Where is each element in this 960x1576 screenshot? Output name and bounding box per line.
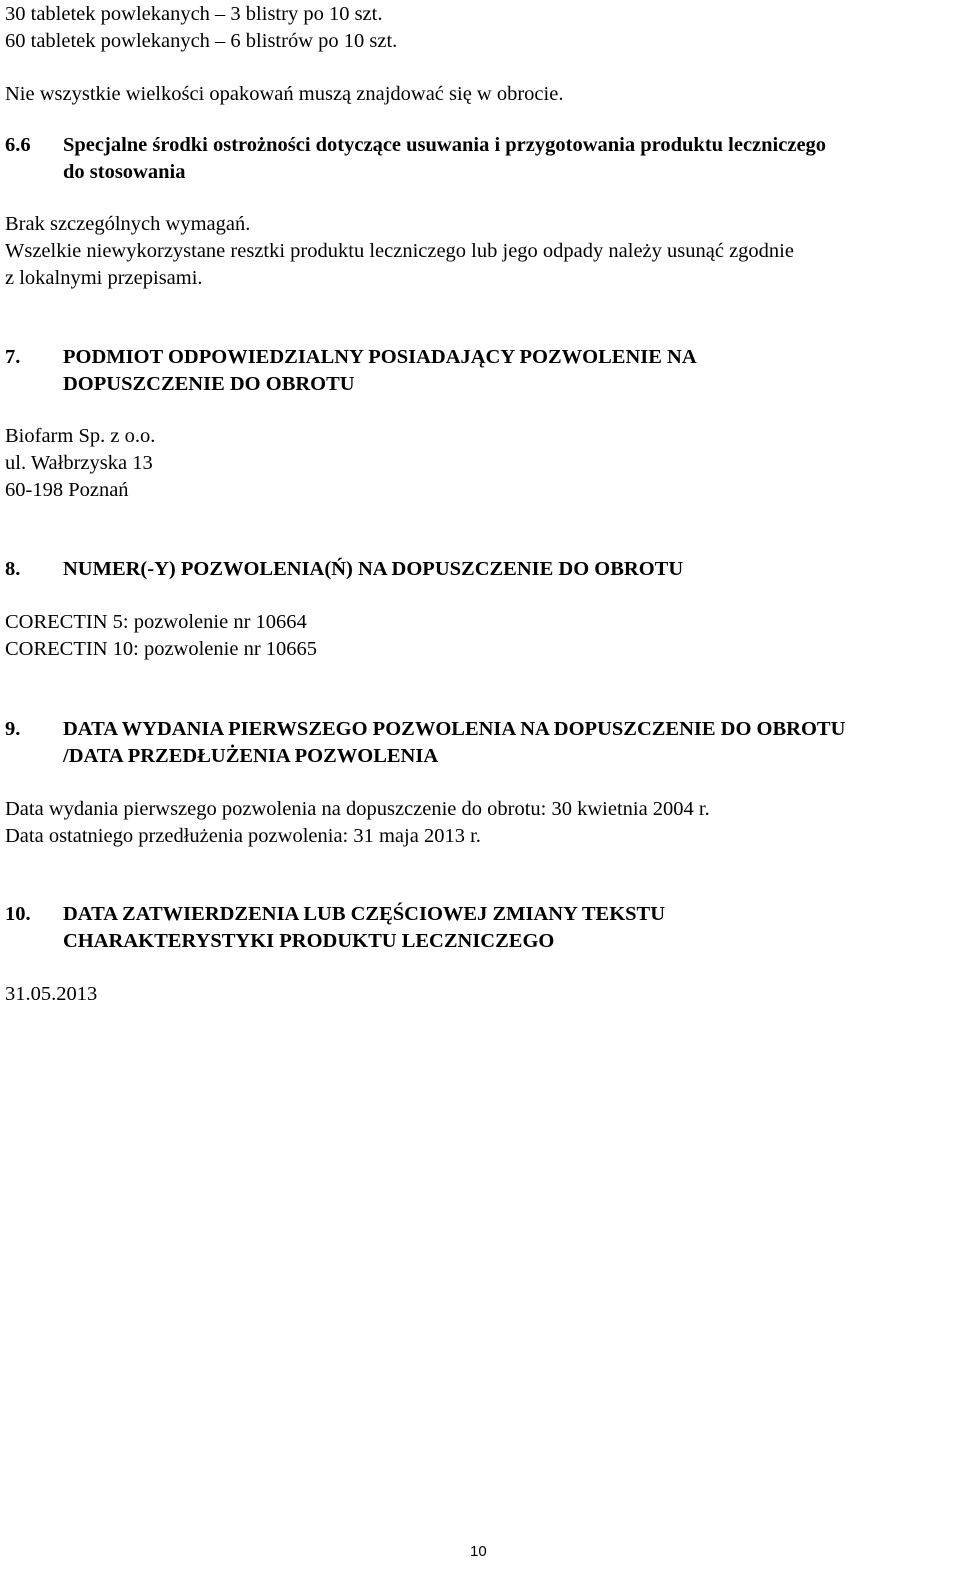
pack-availability-note: Nie wszystkie wielkości opakowań muszą znajdować się w obrocie. (5, 83, 564, 105)
section-title-line: DOPUSZCZENIE DO OBROTU (63, 373, 355, 395)
section-number: 7. (5, 346, 21, 368)
company-city: 60-198 Poznań (5, 479, 129, 501)
section-number: 8. (5, 558, 21, 580)
section-title-line: DATA WYDANIA PIERWSZEGO POZWOLENIA NA DOPUSZCZENIE DO OBROTU (63, 718, 846, 740)
section-6-6-text: Brak szczególnych wymagań. (5, 213, 251, 235)
section-6-6-text: z lokalnymi przepisami. (5, 267, 203, 289)
pack-size-line: 30 tabletek powlekanych – 3 blistry po 10 szt. (5, 3, 383, 25)
section-title-line: PODMIOT ODPOWIEDZIALNY POSIADAJĄCY POZWOLENIE NA (63, 346, 697, 368)
section-number: 9. (5, 718, 21, 740)
section-number: 6.6 (5, 134, 31, 156)
section-number: 10. (5, 903, 31, 925)
company-street: ul. Wałbrzyska 13 (5, 452, 153, 474)
section-title-line: Specjalne środki ostrożności dotyczące usuwania i przygotowania produktu leczniczego (63, 134, 827, 156)
section-title (63, 901, 960, 955)
authorisation-number: CORECTIN 10: pozwolenie nr 10665 (5, 638, 318, 660)
section-6-6-text: Wszelkie niewykorzystane resztki produktu leczniczego lub jego odpady należy usunąć zgodnie (5, 240, 794, 262)
section-title (63, 716, 960, 770)
authorisation-number: CORECTIN 5: pozwolenie nr 10664 (5, 611, 307, 633)
page-number: 10 (470, 1543, 487, 1560)
section-title-line: DATA ZATWIERDZENIA LUB CZĘŚCIOWEJ ZMIANY TEKSTU (63, 903, 666, 925)
section-title (63, 132, 960, 186)
company-name: Biofarm Sp. z o.o. (5, 425, 156, 447)
renewal-date: Data ostatniego przedłużenia pozwolenia: 31 maja 2013 r. (5, 825, 481, 847)
revision-date: 31.05.2013 (5, 983, 98, 1005)
pack-size-line: 60 tabletek powlekanych – 6 blistrów po 10 szt. (5, 30, 398, 52)
section-title-line: CHARAKTERYSTYKI PRODUKTU LECZNICZEGO (63, 930, 555, 952)
section-title (63, 556, 960, 583)
section-title-line: NUMER(-Y) POZWOLENIA(Ń) NA DOPUSZCZENIE DO OBROTU (63, 558, 684, 580)
section-title-line: do stosowania (63, 161, 186, 183)
section-title (63, 344, 960, 398)
section-title-line: /DATA PRZEDŁUŻENIA POZWOLENIA (63, 745, 439, 767)
first-authorisation-date: Data wydania pierwszego pozwolenia na dopuszczenie do obrotu: 30 kwietnia 2004 r. (5, 798, 710, 820)
